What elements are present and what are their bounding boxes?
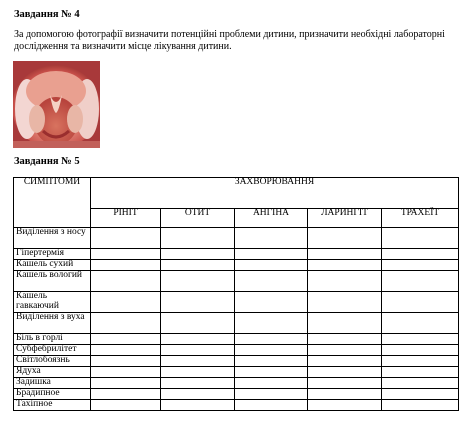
answer-cell[interactable] <box>382 389 459 400</box>
symptoms-header: СИМПТОМИ <box>14 178 91 228</box>
symptom-label: Виділення з вуха <box>14 313 91 334</box>
answer-cell[interactable] <box>382 400 459 411</box>
answer-cell[interactable] <box>235 400 308 411</box>
symptom-label: Кашель вологий <box>14 271 91 292</box>
answer-cell[interactable] <box>91 228 161 249</box>
answer-cell[interactable] <box>91 249 161 260</box>
answer-cell[interactable] <box>308 313 382 334</box>
symptom-label: Задишка <box>14 378 91 389</box>
answer-cell[interactable] <box>382 249 459 260</box>
answer-cell[interactable] <box>161 228 235 249</box>
throat-image <box>13 61 100 148</box>
answer-cell[interactable] <box>91 367 161 378</box>
answer-cell[interactable] <box>161 378 235 389</box>
answer-cell[interactable] <box>235 367 308 378</box>
table-row <box>14 345 459 356</box>
throat-photo <box>13 61 100 148</box>
answer-cell[interactable] <box>161 271 235 292</box>
answer-cell[interactable] <box>382 356 459 367</box>
answer-cell[interactable] <box>91 260 161 271</box>
disease-angina: АНГІНА <box>235 209 308 228</box>
symptom-label: Ядуха <box>14 367 91 378</box>
symptom-label: Кашель сухий <box>14 260 91 271</box>
table-row <box>14 334 459 345</box>
answer-cell[interactable] <box>161 313 235 334</box>
answer-cell[interactable] <box>91 334 161 345</box>
answer-cell[interactable] <box>235 271 308 292</box>
task-4-title: Завдання № 4 <box>14 9 80 20</box>
symptom-label: Субфебрилітет <box>14 345 91 356</box>
answer-cell[interactable] <box>161 367 235 378</box>
table-row <box>14 313 459 334</box>
answer-cell[interactable] <box>308 389 382 400</box>
answer-cell[interactable] <box>382 334 459 345</box>
answer-cell[interactable] <box>382 367 459 378</box>
answer-cell[interactable] <box>308 378 382 389</box>
answer-cell[interactable] <box>235 378 308 389</box>
answer-cell[interactable] <box>161 345 235 356</box>
answer-cell[interactable] <box>308 356 382 367</box>
answer-cell[interactable] <box>91 356 161 367</box>
answer-cell[interactable] <box>308 345 382 356</box>
answer-cell[interactable] <box>382 260 459 271</box>
answer-cell[interactable] <box>161 334 235 345</box>
answer-cell[interactable] <box>382 271 459 292</box>
answer-cell[interactable] <box>308 400 382 411</box>
answer-cell[interactable] <box>91 271 161 292</box>
answer-cell[interactable] <box>161 356 235 367</box>
table-row <box>14 228 459 249</box>
task-5-title: Завдання № 5 <box>14 156 80 167</box>
answer-cell[interactable] <box>235 260 308 271</box>
symptom-label: Брадипное <box>14 389 91 400</box>
symptom-label: Біль в горлі <box>14 334 91 345</box>
symptom-label: Гіпертермія <box>14 249 91 260</box>
answer-cell[interactable] <box>91 378 161 389</box>
answer-cell[interactable] <box>161 292 235 313</box>
answer-cell[interactable] <box>308 228 382 249</box>
answer-cell[interactable] <box>382 313 459 334</box>
answer-cell[interactable] <box>382 378 459 389</box>
table-row <box>14 389 459 400</box>
table-row <box>14 271 459 292</box>
answer-cell[interactable] <box>308 292 382 313</box>
answer-cell[interactable] <box>235 356 308 367</box>
answer-cell[interactable] <box>91 389 161 400</box>
symptom-label: Світлобоязнь <box>14 356 91 367</box>
disease-rhinitis: РІНІТ <box>91 209 161 228</box>
answer-cell[interactable] <box>91 313 161 334</box>
disease-laryngitis: ЛАРИНГІТ <box>308 209 382 228</box>
answer-cell[interactable] <box>235 334 308 345</box>
answer-cell[interactable] <box>382 345 459 356</box>
disease-tracheitis: ТРАХЕЇТ <box>382 209 459 228</box>
table-row <box>14 378 459 389</box>
table-row <box>14 249 459 260</box>
answer-cell[interactable] <box>161 260 235 271</box>
answer-cell[interactable] <box>235 389 308 400</box>
disease-otitis: ОТИТ <box>161 209 235 228</box>
answer-cell[interactable] <box>235 292 308 313</box>
answer-cell[interactable] <box>235 228 308 249</box>
answer-cell[interactable] <box>235 249 308 260</box>
symptom-label: Тахіпное <box>14 400 91 411</box>
answer-cell[interactable] <box>308 249 382 260</box>
answer-cell[interactable] <box>235 345 308 356</box>
table-row <box>14 292 459 313</box>
task-4-description: За допомогою фотографії визначити потенційні проблеми дитини, призначити необхідні лабораторні дослідження та визначити місце лікування дитини. <box>14 29 445 52</box>
answer-cell[interactable] <box>308 271 382 292</box>
answer-cell[interactable] <box>91 345 161 356</box>
answer-cell[interactable] <box>308 334 382 345</box>
answer-cell[interactable] <box>161 389 235 400</box>
answer-cell[interactable] <box>91 292 161 313</box>
table-row <box>14 367 459 378</box>
answer-cell[interactable] <box>161 249 235 260</box>
answer-cell[interactable] <box>308 260 382 271</box>
table-row <box>14 356 459 367</box>
answer-cell[interactable] <box>382 228 459 249</box>
symptom-label: Кашель гавкаючий <box>14 292 91 313</box>
answer-cell[interactable] <box>91 400 161 411</box>
table-row <box>14 400 459 411</box>
diseases-header: ЗАХВОРЮВАННЯ <box>91 178 459 209</box>
answer-cell[interactable] <box>308 367 382 378</box>
symptom-label: Виділення з носу <box>14 228 91 249</box>
table-row <box>14 260 459 271</box>
answer-cell[interactable] <box>235 313 308 334</box>
answer-cell[interactable] <box>382 292 459 313</box>
symptoms-table <box>13 177 459 411</box>
answer-cell[interactable] <box>161 400 235 411</box>
